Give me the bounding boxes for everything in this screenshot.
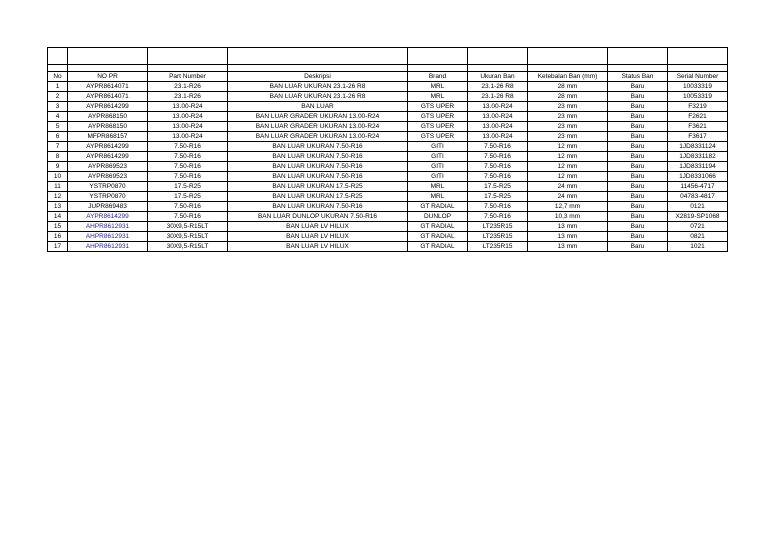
empty-cell	[608, 48, 668, 65]
table-cell: 23.1-R26	[148, 92, 228, 102]
table-cell: Baru	[608, 172, 668, 182]
table-cell: 16	[48, 232, 68, 242]
table-cell: 11456-4717	[668, 182, 728, 192]
column-header: Brand	[408, 72, 468, 82]
table-cell: AYPR869523	[68, 172, 148, 182]
table-cell: LT235R15	[468, 242, 528, 252]
table-cell: 13	[48, 202, 68, 212]
table-cell: GTS UPER	[408, 132, 468, 142]
table-cell: AYPR8614299	[68, 102, 148, 112]
table-cell: 23 mm	[528, 132, 608, 142]
table-cell: 10053319	[668, 92, 728, 102]
table-cell: AYPR868150	[68, 112, 148, 122]
table-cell: BAN LUAR UKURAN 7.50-R16	[228, 202, 408, 212]
table-cell: YSTRP0870	[68, 182, 148, 192]
table-cell: BAN LUAR UKURAN 17.5-R25	[228, 182, 408, 192]
table-cell: GITI	[408, 172, 468, 182]
table-row	[48, 162, 728, 172]
table-cell: 13 mm	[528, 242, 608, 252]
table-cell: 13.00-R24	[468, 102, 528, 112]
table-cell: 7.50-R16	[148, 172, 228, 182]
table-cell: Baru	[608, 142, 668, 152]
table-cell: 23 mm	[528, 122, 608, 132]
table-cell: GT RADIAL	[408, 232, 468, 242]
table-cell: 0821	[668, 232, 728, 242]
table-cell: 7.50-R16	[468, 142, 528, 152]
table-cell: GTS UPER	[408, 112, 468, 122]
table-cell: AYPR8614299	[68, 142, 148, 152]
table-cell: 1JD8331182	[668, 152, 728, 162]
column-header: Status Ban	[608, 72, 668, 82]
empty-cell	[528, 48, 608, 65]
empty-cell	[408, 48, 468, 65]
table-cell: Baru	[608, 82, 668, 92]
table-cell: 0121	[668, 202, 728, 212]
table-cell: 28 mm	[528, 92, 608, 102]
table-cell: Baru	[608, 132, 668, 142]
table-row	[48, 152, 728, 162]
table-cell: AYPR868150	[68, 122, 148, 132]
table-cell: 12 mm	[528, 152, 608, 162]
table-cell: 17.5-R25	[148, 192, 228, 202]
table-cell: Baru	[608, 212, 668, 222]
table-cell: BAN LUAR LV HILUX	[228, 242, 408, 252]
empty-cell	[668, 48, 728, 65]
table-cell: 13.00-R24	[148, 112, 228, 122]
table-cell: 1021	[668, 242, 728, 252]
table-row	[48, 192, 728, 202]
table-cell: 4	[48, 112, 68, 122]
table-cell: 30X9,5-R15LT	[148, 242, 228, 252]
table-cell: 2	[48, 92, 68, 102]
table-cell: 12 mm	[528, 142, 608, 152]
table-cell: MRL	[408, 92, 468, 102]
table-cell: 17.5-R25	[148, 182, 228, 192]
table-cell: Baru	[608, 92, 668, 102]
table-cell: BAN LUAR GRADER UKURAN 13.00-R24	[228, 122, 408, 132]
tire-inventory-table	[47, 47, 728, 252]
table-cell: 7.50-R16	[148, 152, 228, 162]
table-cell: 15	[48, 222, 68, 232]
table-cell: 8	[48, 152, 68, 162]
table-cell: AHPR8612931	[68, 222, 148, 232]
table-row	[48, 212, 728, 222]
table-row	[48, 102, 728, 112]
table-cell: 6	[48, 132, 68, 142]
table-cell: Baru	[608, 222, 668, 232]
table-cell: AYPR8614071	[68, 82, 148, 92]
table-cell: 13.00-R24	[148, 132, 228, 142]
table-cell: 7.50-R16	[468, 162, 528, 172]
table-cell: GT RADIAL	[408, 242, 468, 252]
table-cell: 10	[48, 172, 68, 182]
table-cell: 13.00-R24	[148, 122, 228, 132]
column-header: NO PR	[68, 72, 148, 82]
table-cell: 23.1-26 R8	[468, 82, 528, 92]
table-cell: 7.50-R16	[468, 152, 528, 162]
empty-cell	[468, 48, 528, 65]
table-cell: Baru	[608, 152, 668, 162]
table-cell: Baru	[608, 162, 668, 172]
table-cell: 23.1-26 R8	[468, 92, 528, 102]
table-cell: Baru	[608, 242, 668, 252]
table-cell: 1	[48, 82, 68, 92]
table-cell: GTS UPER	[408, 102, 468, 112]
table-cell: 1JD8331066	[668, 172, 728, 182]
table-cell: 5	[48, 122, 68, 132]
table-cell: YSTRP0870	[68, 192, 148, 202]
table-cell: AYPR8614299	[68, 212, 148, 222]
table-cell: 13 mm	[528, 222, 608, 232]
table-cell: 7.50-R16	[468, 202, 528, 212]
table-cell: X2819-SP1068	[668, 212, 728, 222]
table-cell: 14	[48, 212, 68, 222]
table-cell: 17.5-R25	[468, 182, 528, 192]
table-cell: 23.1-R26	[148, 82, 228, 92]
table-row	[48, 172, 728, 182]
table-row	[48, 82, 728, 92]
table-row	[48, 242, 728, 252]
table-cell: MRL	[408, 82, 468, 92]
column-header: Ketebalan Ban (mm)	[528, 72, 608, 82]
table-cell: BAN LUAR UKURAN 23.1-26 R8	[228, 82, 408, 92]
table-row	[48, 112, 728, 122]
table-cell: AHPR8612931	[68, 232, 148, 242]
table-cell: 23 mm	[528, 102, 608, 112]
table-cell: AYPR8614071	[68, 92, 148, 102]
table-cell: GITI	[408, 142, 468, 152]
empty-cell	[68, 65, 148, 72]
table-cell: 12 mm	[528, 162, 608, 172]
table-cell: AYPR8614299	[68, 152, 148, 162]
table-cell: AYPR869523	[68, 162, 148, 172]
table-cell: F3219	[668, 102, 728, 112]
column-header: Part Number	[148, 72, 228, 82]
table-row	[48, 122, 728, 132]
table-cell: 3	[48, 102, 68, 112]
table-cell: 7.50-R16	[148, 162, 228, 172]
table-cell: 30X9,5-R15LT	[148, 232, 228, 242]
empty-cell	[608, 65, 668, 72]
table-cell: 9	[48, 162, 68, 172]
table-cell: GT RADIAL	[408, 202, 468, 212]
table-cell: 7	[48, 142, 68, 152]
table-row	[48, 182, 728, 192]
table-cell: BAN LUAR UKURAN 7.50-R16	[228, 172, 408, 182]
empty-cell	[528, 65, 608, 72]
empty-cell	[228, 48, 408, 65]
table-cell: 24 mm	[528, 182, 608, 192]
table-cell: 17.5-R25	[468, 192, 528, 202]
table-cell: 7.50-R16	[468, 212, 528, 222]
empty-cell	[228, 65, 408, 72]
table-cell: MFPR868157	[68, 132, 148, 142]
table-cell: GITI	[408, 152, 468, 162]
table-row	[48, 132, 728, 142]
table-cell: Baru	[608, 182, 668, 192]
table-cell: LT235R15	[468, 232, 528, 242]
table-cell: BAN LUAR UKURAN 7.50-R16	[228, 162, 408, 172]
table-cell: MRL	[408, 182, 468, 192]
table-cell: JUPR869483	[68, 202, 148, 212]
column-header: No	[48, 72, 68, 82]
table-cell: Baru	[608, 102, 668, 112]
table-cell: BAN LUAR UKURAN 7.50-R16	[228, 142, 408, 152]
table-cell: 13 mm	[528, 232, 608, 242]
table-row	[48, 232, 728, 242]
table-row	[48, 92, 728, 102]
table-cell: 1JD8331124	[668, 142, 728, 152]
table-cell: GITI	[408, 162, 468, 172]
table-cell: AHPR8612931	[68, 242, 148, 252]
table-cell: BAN LUAR UKURAN 23.1-26 R8	[228, 92, 408, 102]
table-cell: 24 mm	[528, 192, 608, 202]
table-cell: BAN LUAR UKURAN 7.50-R16	[228, 152, 408, 162]
table-cell: 12	[48, 192, 68, 202]
table-cell: GT RADIAL	[408, 222, 468, 232]
table-cell: 7.50-R16	[468, 172, 528, 182]
column-header: Ukuran Ban	[468, 72, 528, 82]
table-cell: 0721	[668, 222, 728, 232]
table-cell: 7.50-R16	[148, 142, 228, 152]
table-cell: F3617	[668, 132, 728, 142]
table-cell: Baru	[608, 112, 668, 122]
table-cell: DUNLOP	[408, 212, 468, 222]
table-cell: 30X9,5-R15LT	[148, 222, 228, 232]
table-cell: 7.50-R16	[148, 202, 228, 212]
table-cell: 12,7 mm	[528, 202, 608, 212]
table-cell: 04783-4817	[668, 192, 728, 202]
table-cell: 17	[48, 242, 68, 252]
empty-cell	[148, 65, 228, 72]
blank-row	[48, 65, 728, 72]
table-cell: BAN LUAR LV HILUX	[228, 232, 408, 242]
table-cell: 12 mm	[528, 172, 608, 182]
table-cell: F2621	[668, 112, 728, 122]
table-cell: GTS UPER	[408, 122, 468, 132]
empty-cell	[48, 48, 68, 65]
table-cell: 23 mm	[528, 112, 608, 122]
table-cell: Baru	[608, 202, 668, 212]
table-cell: BAN LUAR GRADER UKURAN 13.00-R24	[228, 132, 408, 142]
table-cell: BAN LUAR UKURAN 17.5-R25	[228, 192, 408, 202]
table-row	[48, 202, 728, 212]
table-cell: Baru	[608, 232, 668, 242]
column-header: Serial Number	[668, 72, 728, 82]
table-cell: Baru	[608, 192, 668, 202]
empty-cell	[68, 48, 148, 65]
table-cell: 10033319	[668, 82, 728, 92]
header-row	[48, 72, 728, 82]
table-cell: BAN LUAR	[228, 102, 408, 112]
table-cell: 13.00-R24	[468, 132, 528, 142]
table-row	[48, 142, 728, 152]
empty-cell	[48, 65, 68, 72]
table-cell: LT235R15	[468, 222, 528, 232]
table-cell: 13.00-R24	[468, 112, 528, 122]
empty-cell	[468, 65, 528, 72]
table-cell: 28 mm	[528, 82, 608, 92]
table-cell: 13.00-R24	[468, 122, 528, 132]
table-cell: 7.50-R16	[148, 212, 228, 222]
table-cell: 10,3 mm	[528, 212, 608, 222]
table-cell: 11	[48, 182, 68, 192]
table-cell: Baru	[608, 122, 668, 132]
table-cell: BAN LUAR DUNLOP UKURAN 7.50-R16	[228, 212, 408, 222]
empty-cell	[668, 65, 728, 72]
table-cell: F3621	[668, 122, 728, 132]
blank-row	[48, 48, 728, 65]
table-cell: MRL	[408, 192, 468, 202]
empty-cell	[408, 65, 468, 72]
table-cell: BAN LUAR GRADER UKURAN 13.00-R24	[228, 112, 408, 122]
empty-cell	[148, 48, 228, 65]
table-cell: 1JD8331194	[668, 162, 728, 172]
table-cell: 13.00-R24	[148, 102, 228, 112]
table-row	[48, 222, 728, 232]
column-header: Deskripsi	[228, 72, 408, 82]
table-cell: BAN LUAR LV HILUX	[228, 222, 408, 232]
